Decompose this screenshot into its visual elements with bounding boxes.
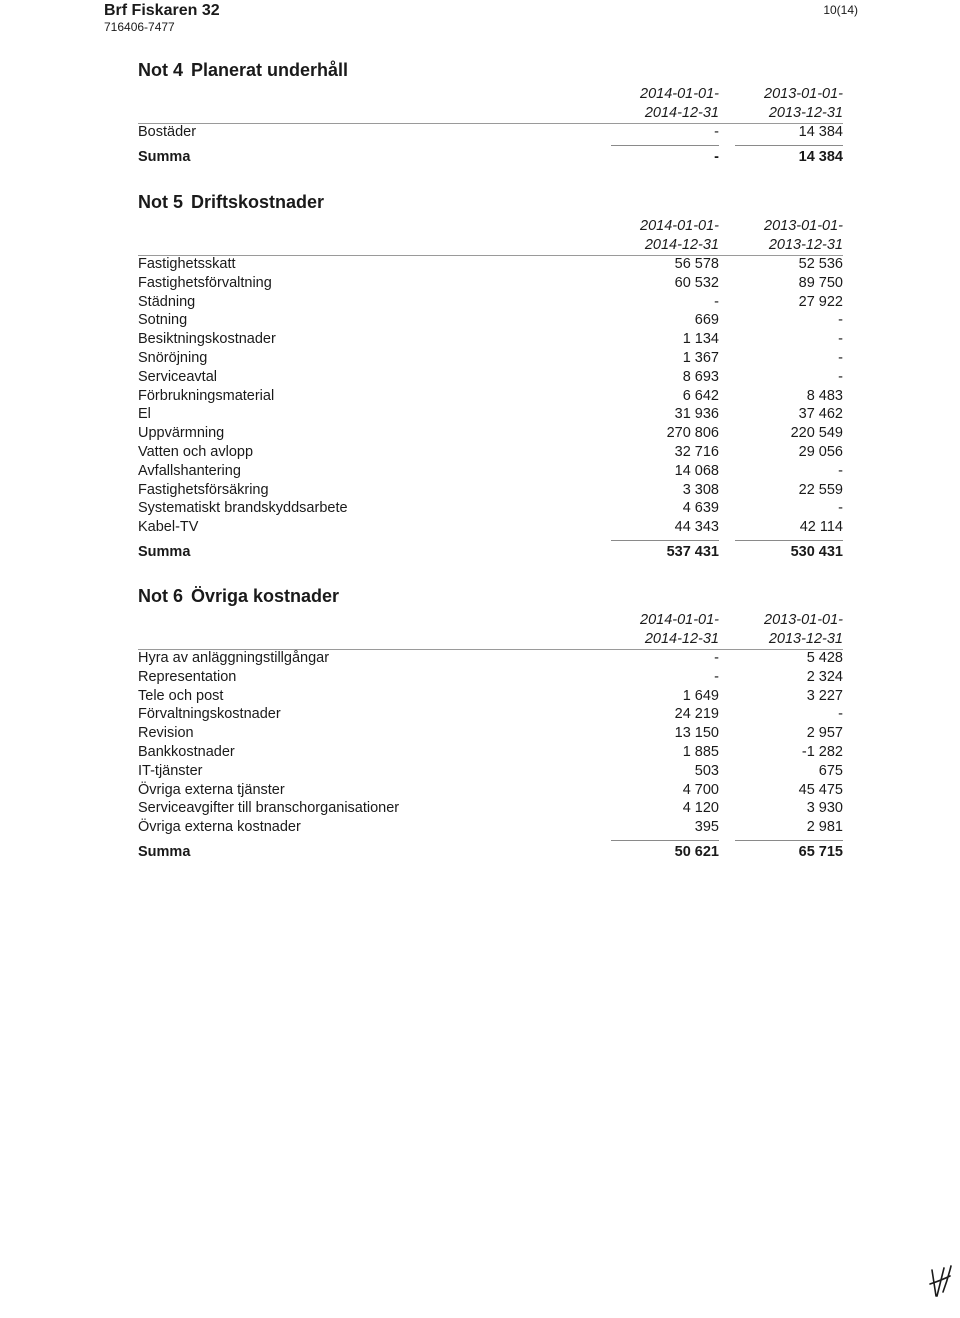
period-previous-header	[713, 611, 843, 649]
note-number: Not 5	[138, 192, 183, 212]
sum-label: Summa	[138, 843, 191, 860]
row-label: Fastighetsförsäkring	[138, 481, 269, 498]
value-previous: -	[838, 462, 843, 479]
value-current: 4 120	[682, 800, 719, 817]
value-previous: 14 384	[798, 124, 843, 140]
value-previous: 3 227	[806, 687, 843, 704]
value-current: 32 716	[674, 443, 719, 460]
row-label: Representation	[138, 668, 237, 685]
table-row	[138, 518, 843, 537]
row-label: Övriga externa kostnader	[138, 819, 301, 836]
note-6-ovriga-kostnader	[138, 581, 843, 863]
row-label: Fastighetsskatt	[138, 256, 236, 272]
value-previous: 3 930	[806, 800, 843, 817]
value-current: 31 936	[674, 406, 719, 423]
table-row	[138, 255, 843, 274]
value-previous: -	[838, 349, 843, 366]
value-current: 669	[694, 312, 719, 329]
value-previous: -	[838, 500, 843, 517]
value-previous: -	[838, 331, 843, 348]
row-label: Snöröjning	[138, 349, 208, 366]
row-label: Besiktningskostnader	[138, 331, 276, 348]
value-current: 4 700	[682, 781, 719, 798]
row-label: Förbrukningsmaterial	[138, 387, 275, 404]
column-headers	[138, 611, 843, 649]
table-row	[138, 818, 843, 837]
value-previous: -	[838, 312, 843, 329]
table-row	[138, 668, 843, 687]
value-previous: 27 922	[798, 293, 843, 310]
value-current: 13 150	[674, 725, 719, 742]
value-previous: 29 056	[798, 443, 843, 460]
value-current: 1 885	[682, 743, 719, 760]
table-row	[138, 123, 843, 142]
value-previous: 2 957	[806, 725, 843, 742]
value-current: -	[714, 668, 719, 685]
table-row	[138, 781, 843, 800]
table-row	[138, 424, 843, 443]
value-current: -	[714, 124, 719, 140]
sum-row	[138, 142, 843, 168]
value-current: 44 343	[674, 519, 719, 536]
period-previous-start: 2013-01-01-	[764, 218, 843, 234]
period-current-start: 2014-01-01-	[640, 218, 719, 234]
value-previous: 89 750	[798, 274, 843, 291]
table-row	[138, 499, 843, 518]
period-previous-end: 2013-12-31	[768, 237, 843, 253]
period-previous-header	[713, 217, 843, 255]
period-current-start: 2014-01-01-	[640, 86, 719, 102]
row-label: Serviceavtal	[138, 368, 217, 385]
note-5-driftskostnader	[138, 187, 843, 563]
page-number: 10(14)	[823, 3, 858, 17]
row-label: Uppvärmning	[138, 425, 225, 442]
sum-current: 537 431	[666, 543, 719, 560]
table-row	[138, 743, 843, 762]
table-row	[138, 799, 843, 818]
table-row	[138, 443, 843, 462]
sum-row	[138, 837, 843, 863]
sum-current: -	[714, 148, 719, 165]
sum-row	[138, 537, 843, 563]
value-current: 395	[694, 819, 719, 836]
signature-mark	[928, 1262, 954, 1304]
note-title	[138, 187, 843, 217]
sum-previous: 530 431	[790, 543, 843, 560]
value-current: 503	[694, 762, 719, 779]
sum-label: Summa	[138, 543, 191, 560]
sum-current: 50 621	[674, 843, 719, 860]
value-previous: -	[838, 706, 843, 723]
value-previous: 675	[818, 762, 843, 779]
sum-previous: 14 384	[798, 148, 843, 165]
value-previous: 22 559	[798, 481, 843, 498]
period-current-end: 2014-12-31	[644, 237, 719, 253]
value-current: 6 642	[682, 387, 719, 404]
period-current-header	[589, 85, 719, 123]
row-label: Tele och post	[138, 687, 224, 704]
value-previous: 45 475	[798, 781, 843, 798]
table-row	[138, 387, 843, 406]
table-row	[138, 705, 843, 724]
value-previous: 5 428	[806, 650, 843, 666]
table-row	[138, 368, 843, 387]
value-previous: 37 462	[798, 406, 843, 423]
period-previous-header	[713, 85, 843, 123]
period-current-end: 2014-12-31	[644, 105, 719, 121]
value-previous: 2 324	[806, 668, 843, 685]
table-row	[138, 349, 843, 368]
value-current: -	[714, 650, 719, 666]
row-label: Revision	[138, 725, 194, 742]
value-previous: 220 549	[790, 425, 843, 442]
value-current: 56 578	[674, 256, 719, 272]
row-label: Fastighetsförvaltning	[138, 274, 272, 291]
row-label: Städning	[138, 293, 196, 310]
value-current: 60 532	[674, 274, 719, 291]
row-label: Serviceavgifter till branschorganisationer	[138, 800, 400, 817]
row-label: Sotning	[138, 312, 188, 329]
period-current-end: 2014-12-31	[644, 631, 719, 647]
value-previous: 52 536	[798, 256, 843, 272]
row-label: IT-tjänster	[138, 762, 203, 779]
period-current-start: 2014-01-01-	[640, 612, 719, 628]
header-org-id: 716406-7477	[104, 20, 175, 34]
value-previous: 42 114	[799, 519, 843, 536]
value-previous: 8 483	[806, 387, 843, 404]
value-current: 1 134	[682, 331, 719, 348]
value-current: 24 219	[674, 706, 719, 723]
table-row	[138, 649, 843, 668]
table-row	[138, 311, 843, 330]
note-4-planerat-underhall	[138, 55, 843, 168]
row-label: Hyra av anläggningstillgångar	[138, 650, 330, 666]
row-label: Övriga externa tjänster	[138, 781, 285, 798]
note-title	[138, 581, 843, 611]
value-previous: 2 981	[806, 819, 843, 836]
note-number: Not 4	[138, 60, 183, 80]
value-current: 1 367	[682, 349, 719, 366]
row-label: Kabel-TV	[138, 519, 199, 536]
table-row	[138, 762, 843, 781]
period-previous-end: 2013-12-31	[768, 631, 843, 647]
table-row	[138, 330, 843, 349]
row-label: Förvaltningskostnader	[138, 706, 281, 723]
note-heading: Planerat underhåll	[191, 60, 349, 80]
table-row	[138, 481, 843, 500]
value-current: 3 308	[682, 481, 719, 498]
note-number: Not 6	[138, 586, 183, 606]
note-title	[138, 55, 843, 85]
row-label: Bankkostnader	[138, 743, 235, 760]
table-row	[138, 293, 843, 312]
value-previous: -	[838, 368, 843, 385]
row-label: Avfallshantering	[138, 462, 241, 479]
value-current: 8 693	[682, 368, 719, 385]
sum-label: Summa	[138, 148, 191, 165]
header-org: Brf Fiskaren 32	[104, 2, 220, 19]
period-current-header	[589, 611, 719, 649]
table-row	[138, 724, 843, 743]
row-label: Systematiskt brandskyddsarbete	[138, 500, 348, 517]
period-current-header	[589, 217, 719, 255]
period-previous-end: 2013-12-31	[768, 105, 843, 121]
note-heading: Driftskostnader	[191, 192, 325, 212]
period-previous-start: 2013-01-01-	[764, 86, 843, 102]
sum-previous: 65 715	[798, 843, 843, 860]
value-current: 1 649	[682, 687, 719, 704]
value-current: 4 639	[682, 500, 719, 517]
table-row	[138, 687, 843, 706]
value-current: 270 806	[666, 425, 719, 442]
column-headers	[138, 217, 843, 255]
table-row	[138, 405, 843, 424]
table-row	[138, 274, 843, 293]
value-previous: -1 282	[801, 743, 843, 760]
table-row	[138, 462, 843, 481]
value-current: -	[714, 293, 719, 310]
row-label: Vatten och avlopp	[138, 443, 254, 460]
period-previous-start: 2013-01-01-	[764, 612, 843, 628]
column-headers	[138, 85, 843, 123]
value-current: 14 068	[674, 462, 719, 479]
row-label: El	[138, 406, 151, 423]
note-heading: Övriga kostnader	[191, 586, 340, 606]
row-label: Bostäder	[138, 124, 197, 140]
